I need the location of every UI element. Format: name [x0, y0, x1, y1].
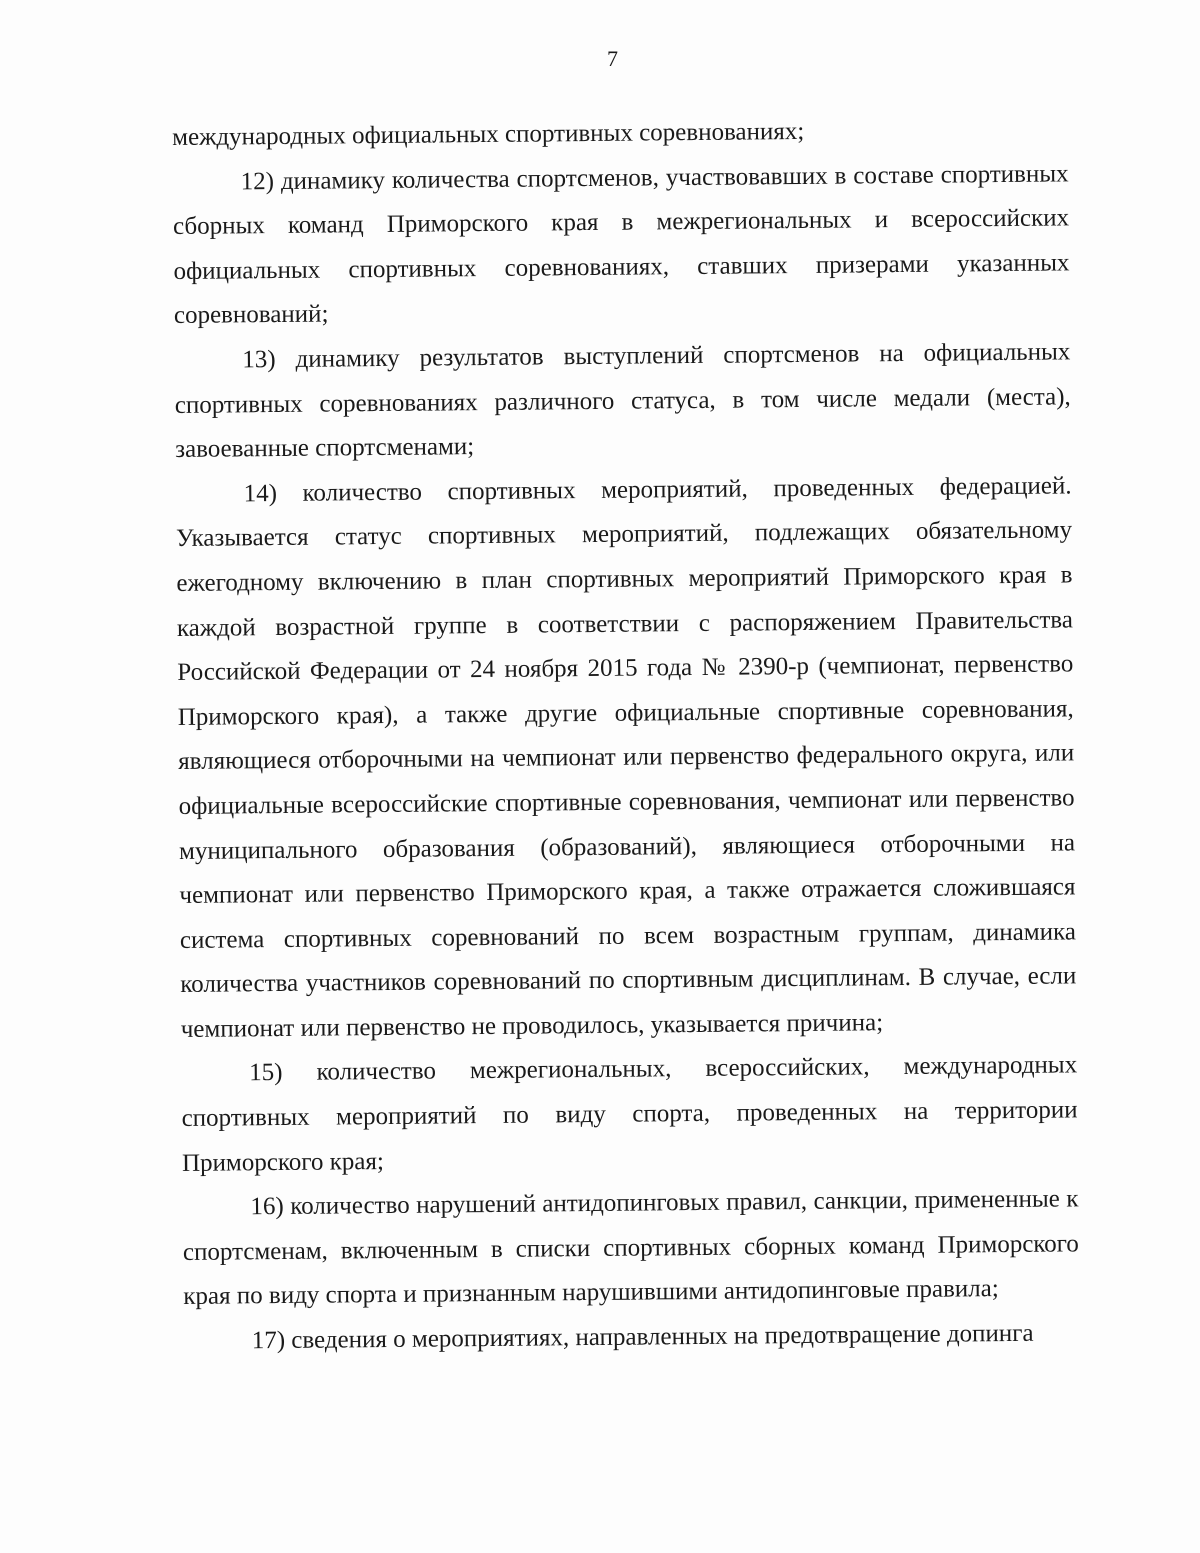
paragraph-item-15: 15) количество межрегиональных, всероссийских, международных спортивных мероприятий по виду спорта, проведенных на территории Приморского края;: [181, 1051, 1078, 1177]
paragraph-item-17: 17) сведения о мероприятиях, направленных на предотвращение допинга: [251, 1319, 1034, 1355]
paragraph-item-13: 13) динамику результатов выступлений спортсменов на официальных спортивных соревнованиях различного статуса, в том числе медали (места), завоеванные спортсменами;: [174, 338, 1071, 464]
paragraph-continuation: международных официальных спортивных соревнованиях;: [172, 117, 805, 151]
paragraph-item-12: 12) динамику количества спортсменов, участвовавших в составе спортивных сборных команд Приморского края в межрегиональных и всероссийских официальных спортивных соревнованиях, ставших призерами указанных соревнований;: [172, 159, 1070, 330]
document-body: [172, 107, 1080, 1364]
page-number: 7: [607, 46, 618, 71]
paragraph-item-16: 16) количество нарушений антидопинговых правил, санкции, примененные к спортсменам, включенным в списки спортивных сборных команд Приморского края по виду спорта и признанным нарушившими антидопинговые правила;: [182, 1185, 1079, 1311]
paragraph-item-14: 14) количество спортивных мероприятий, проведенных федерацией. Указывается статус спортивных мероприятий, подлежащих обязательному ежегодному включению в план спортивных мероприятий Приморского края в каждой возрастной группе в соответствии с распоряжением Правительства Российской Федерации от 24 ноября 2015 года № 2390-р (чемпионат, первенство Приморского края), а также другие официальные спортивные соревнования, являющиеся отборочными на чемпионат или первенство федерального округа, или официальные всероссийские спортивные соревнования, чемпионат или первенство муниципального образования (образований), являющиеся отборочными на чемпионат или первенство Приморского края, а также отражается сложившаяся система спортивных соревнований по всем возрастным группам, динамика количества участников соревнований по спортивным дисциплинам. В случае, если чемпионат или первенство не проводилось, указывается причина;: [175, 472, 1077, 1043]
